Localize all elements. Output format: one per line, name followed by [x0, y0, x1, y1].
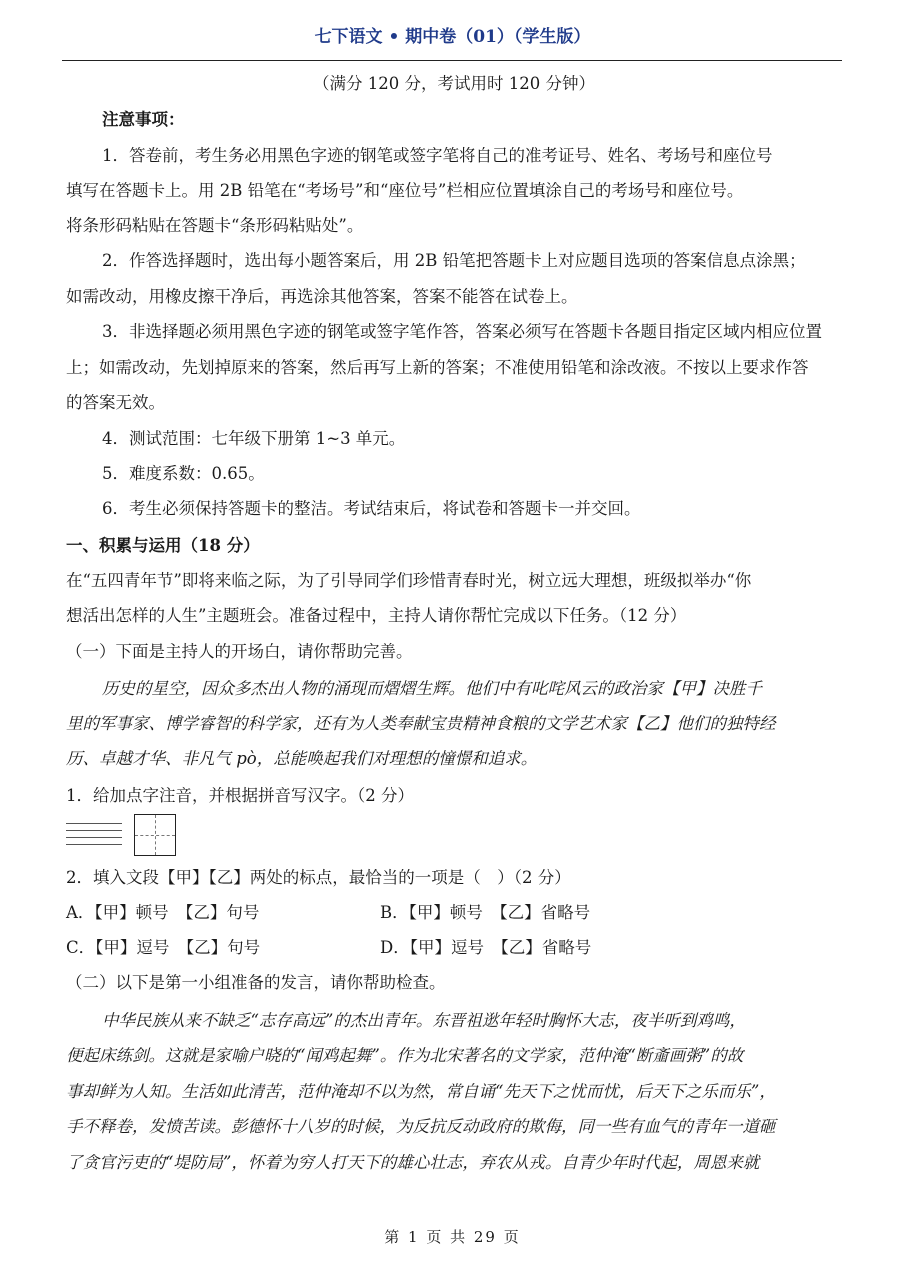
notice-line: 2．作答选择题时，选出每小题答案后，用 2B 铅笔把答题卡上对应题目选项的答案信息点涂黑； — [102, 251, 806, 270]
page-number: 第 1 页 共 29 页 — [384, 1228, 521, 1246]
option-d[interactable]: D．【甲】逗号 【乙】省略号 — [380, 938, 592, 957]
passage2-line: 了贪官污吏的“堤防局”，怀着为穷人打天下的雄心壮志，弃农从戎。自青少年时代起，周恩来就 — [66, 1153, 760, 1172]
passage2-line: 中华民族从来不缺乏“志存高远”的杰出青年。东晋祖逖年轻时胸怀大志，夜半听到鸡鸣， — [102, 1011, 746, 1030]
option-c[interactable]: C．【甲】逗号 【乙】句号 — [66, 938, 261, 957]
notice-line: 的答案无效。 — [66, 393, 165, 412]
question-1: 1．给加点字注音，并根据拼音写汉字。（2 分） — [66, 786, 414, 805]
exam-info: （满分 120 分，考试用时 120 分钟） — [313, 74, 595, 93]
section-intro-line: 想活出怎样的人生”主题班会。准备过程中，主持人请你帮忙完成以下任务。（12 分） — [66, 606, 687, 625]
passage2-line: 手不释卷，发愤苦读。彭德怀十八岁的时候，为反抗反动政府的欺侮，同一些有血气的青年一道砸 — [66, 1117, 776, 1136]
passage2-line: 便起床练剑。这就是家喻户晓的“闻鸡起舞”。作为北宋著名的文学家，范仲淹“断齑画粥”的故 — [66, 1046, 744, 1065]
part2-label: （二）以下是第一小组准备的发言，请你帮助检查。 — [66, 973, 446, 992]
hanzi-answer-box[interactable] — [134, 814, 176, 856]
notice-line: 上；如需改动，先划掉原来的答案，然后再写上新的答案；不准使用铅笔和涂改液。不按以上要求作答 — [66, 358, 809, 377]
notice-line: 填写在答题卡上。用 2B 铅笔在“考场号”和“座位号”栏相应位置填涂自己的考场号和座位号。 — [66, 181, 744, 200]
notice-line: 1．答卷前，考生务必用黑色字迹的钢笔或签字笔将自己的准考证号、姓名、考场号和座位号 — [102, 146, 773, 165]
header-divider — [62, 60, 842, 61]
notice-line: 将条形码粘贴在答题卡“条形码粘贴处”。 — [66, 216, 364, 235]
notice-line: 6．考生必须保持答题卡的整洁。考试结束后，将试卷和答题卡一并交回。 — [102, 499, 641, 518]
notice-line: 3．非选择题必须用黑色字迹的钢笔或签字笔作答，答案必须写在答题卡各题目指定区域内相应位置 — [102, 322, 822, 341]
passage1-line: 历、卓越才华、非凡气 pò，总能唤起我们对理想的憧憬和追求。 — [66, 749, 538, 768]
section-heading: 一、积累与运用（18 分） — [66, 536, 260, 555]
notice-heading: 注意事项： — [102, 110, 185, 129]
section-intro-line: 在“五四青年节”即将来临之际，为了引导同学们珍惜青春时光，树立远大理想，班级拟举办“你 — [66, 571, 752, 590]
passage1-line: 里的军事家、博学睿智的科学家，还有为人类奉献宝贵精神食粮的文学艺术家【乙】他们的独特经 — [66, 714, 776, 733]
pinyin-answer-lines[interactable] — [66, 823, 122, 851]
part1-label: （一）下面是主持人的开场白，请你帮助完善。 — [66, 642, 413, 661]
page-header-title: 七下语文 • 期中卷（01）（学生版） — [314, 27, 591, 47]
question-2: 2．填入文段【甲】【乙】两处的标点，最恰当的一项是（ ）（2 分） — [66, 868, 571, 887]
option-a[interactable]: A．【甲】顿号 【乙】句号 — [66, 903, 260, 922]
passage2-line: 事却鲜为人知。生活如此清苦，范仲淹却不以为然，常自诵“先天下之忧而忧，后天下之乐而乐”， — [66, 1082, 776, 1101]
option-b[interactable]: B．【甲】顿号 【乙】省略号 — [380, 903, 591, 922]
notice-line: 4．测试范围：七年级下册第 1~3 单元。 — [102, 429, 406, 448]
notice-line: 如需改动，用橡皮擦干净后，再选涂其他答案，答案不能答在试卷上。 — [66, 287, 578, 306]
passage1-line: 历史的星空，因众多杰出人物的涌现而熠熠生辉。他们中有叱咤风云的政治家【甲】决胜千 — [102, 679, 762, 698]
notice-line: 5．难度系数：0.65。 — [102, 464, 265, 483]
